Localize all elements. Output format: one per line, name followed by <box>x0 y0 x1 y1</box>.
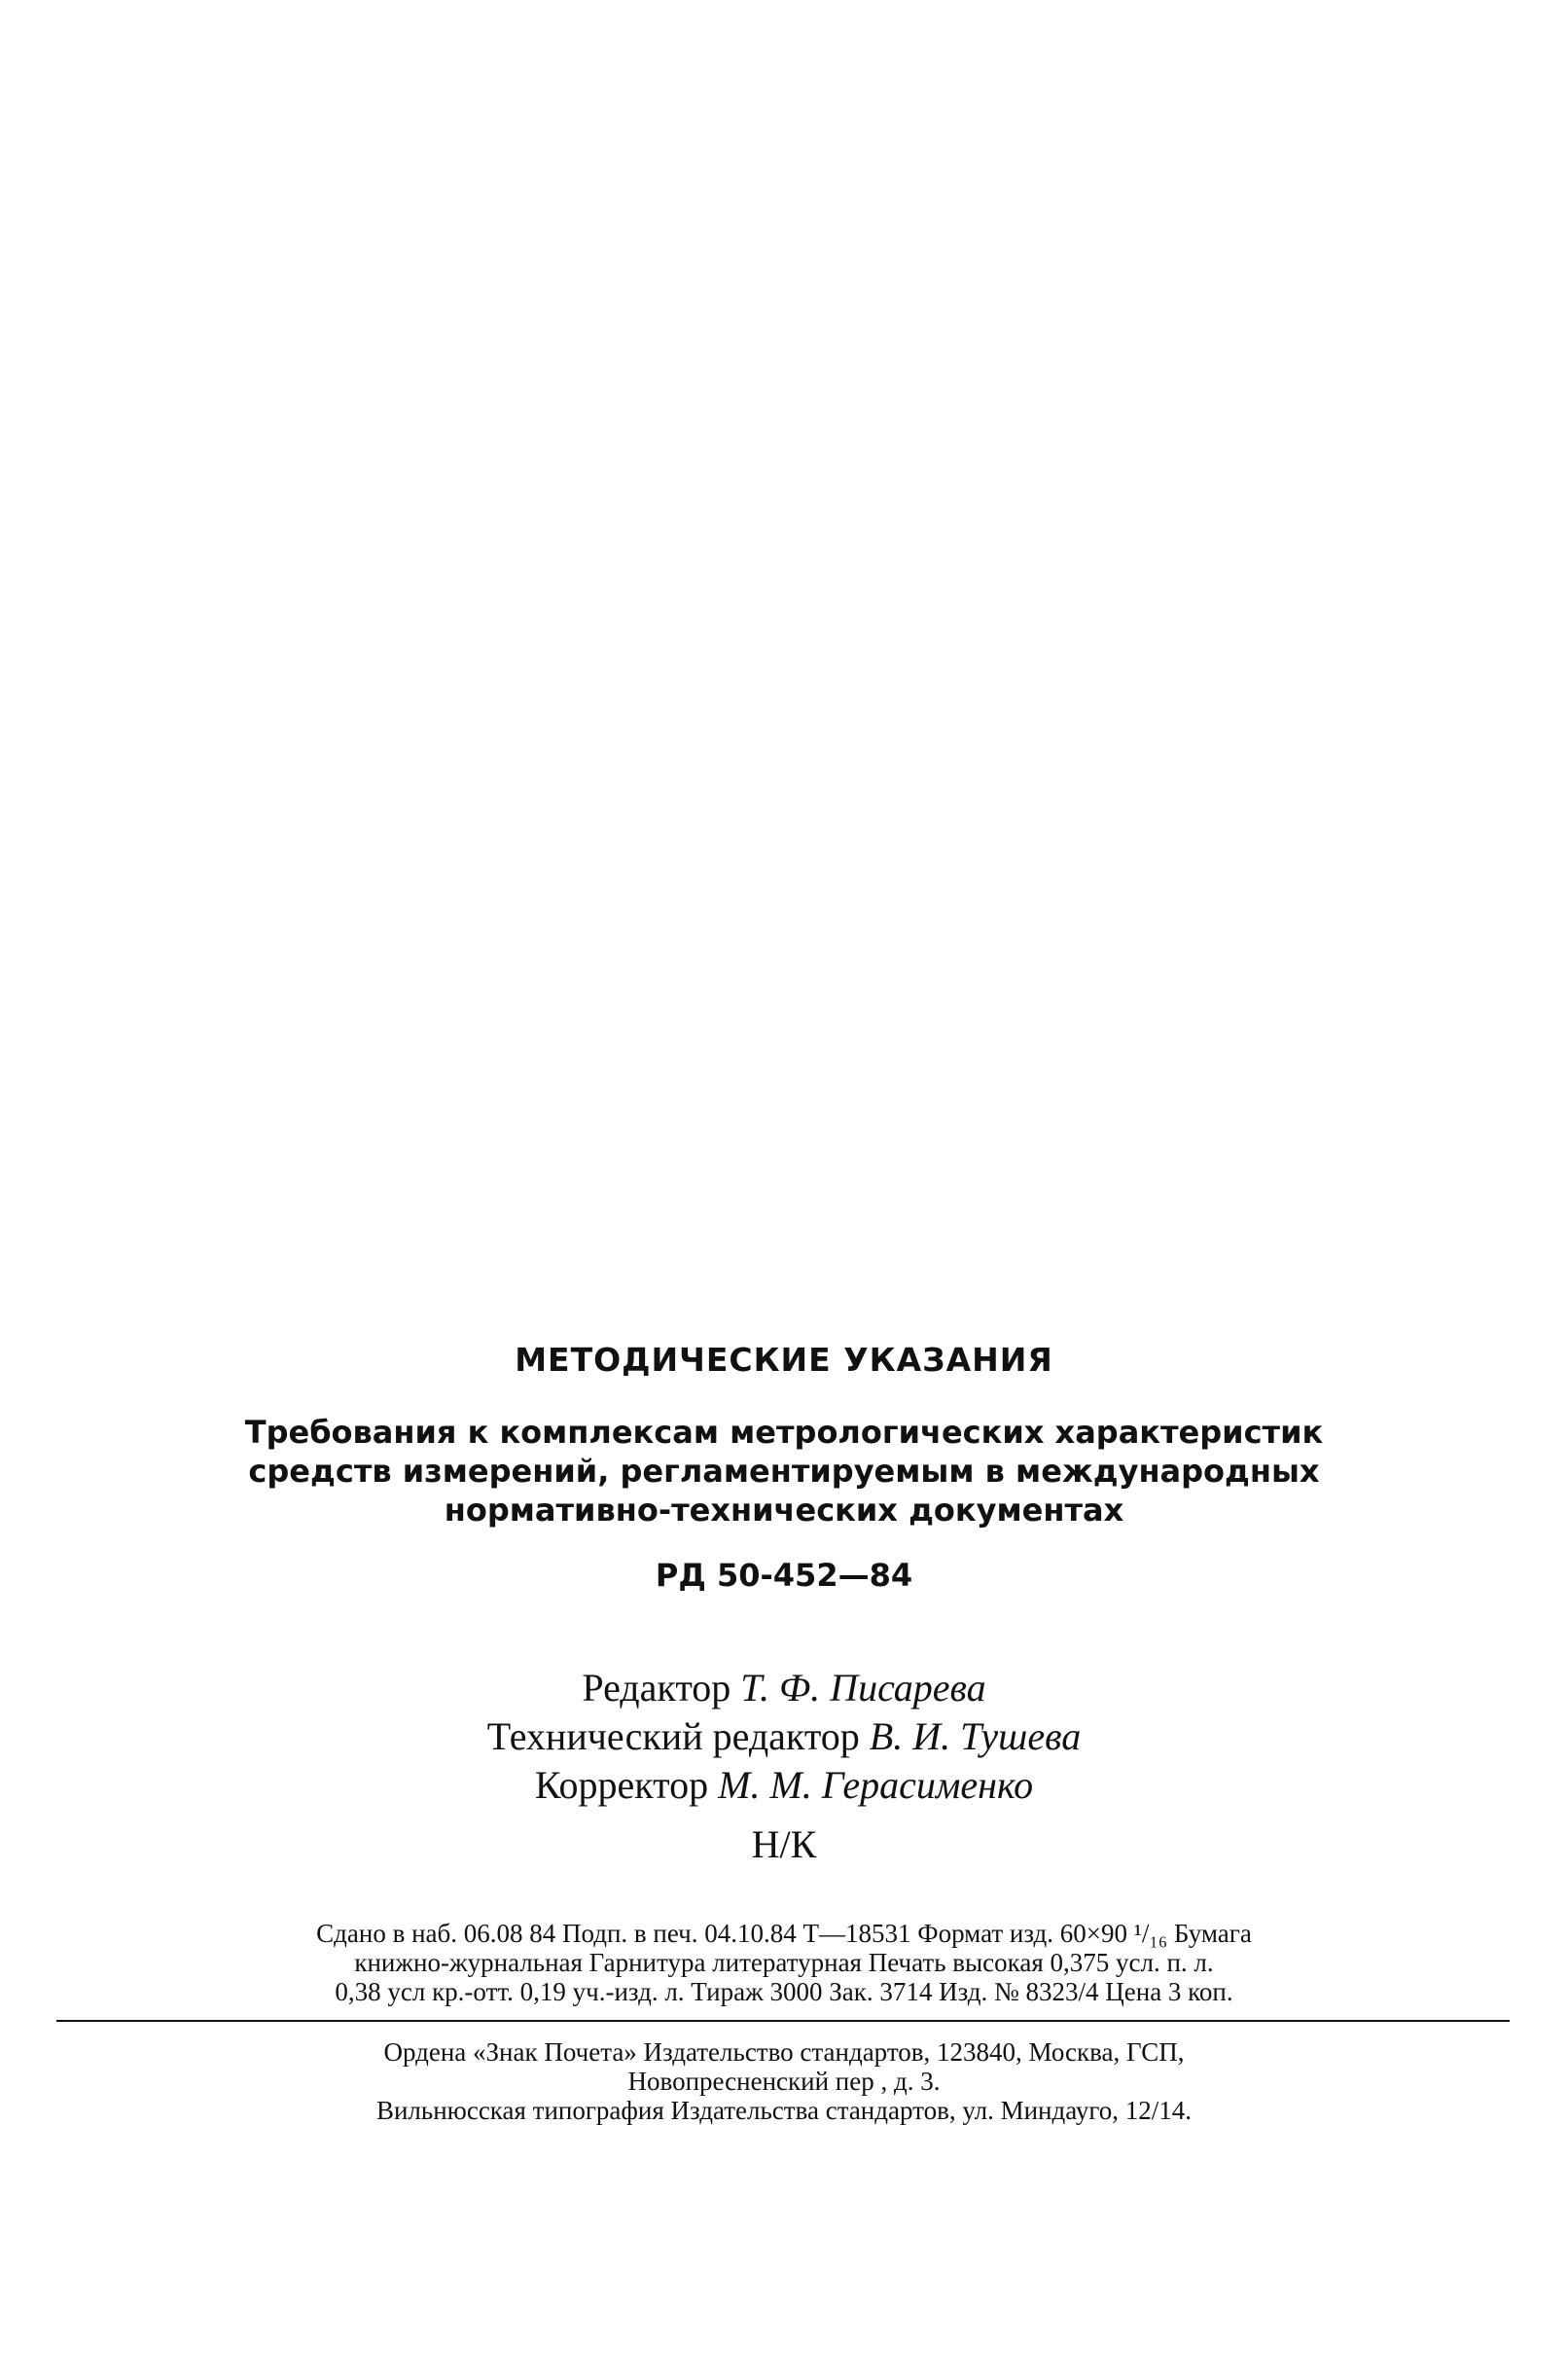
title-line: нормативно-технических документах <box>444 1492 1124 1529</box>
credit-role: Корректор <box>534 1763 709 1807</box>
publisher-line: Ордена «Знак Почета» Издательство стандартов, 123840, Москва, ГСП, <box>383 2037 1185 2067</box>
imprint-line: 0,38 усл кр.-отт. 0,19 уч.-изд. л. Тираж 3000 Зак. 3714 Изд. № 8323/4 Цена 3 коп. <box>335 1977 1233 2006</box>
credit-name: Т. Ф. Писарева <box>740 1666 986 1710</box>
imprint-line: книжно-журнальная Гарнитура литературная Печать высокая 0,375 усл. п. л. <box>354 1948 1214 1977</box>
credit-name: М. М. Герасименко <box>718 1763 1034 1807</box>
credits-block <box>0 1664 1568 1810</box>
credit-technical-editor <box>0 1712 1568 1761</box>
divider-line <box>56 2020 1510 2022</box>
title-line: Требования к комплексам метрологических характеристик <box>244 1414 1324 1451</box>
credit-editor <box>0 1664 1568 1712</box>
imprint-block <box>0 1919 1568 2006</box>
credit-role: Редактор <box>582 1666 731 1710</box>
publisher-line: Новопресненский пер , д. 3. <box>627 2067 941 2096</box>
publisher-block <box>0 2037 1568 2125</box>
nk-mark: Н/К <box>751 1822 817 1866</box>
title-line: средств измерений, регламентируемым в международных <box>248 1453 1320 1490</box>
credit-role: Технический редактор <box>486 1714 860 1758</box>
document-title <box>0 1413 1568 1530</box>
document-type-heading: МЕТОДИЧЕСКИЕ УКАЗАНИЯ <box>515 1341 1053 1379</box>
document-code: РД 50-452—84 <box>655 1557 913 1594</box>
publisher-line: Вильнюсская типография Издательства стандартов, ул. Миндауго, 12/14. <box>375 2096 1193 2125</box>
imprint-line: Сдано в наб. 06.08 84 Подп. в печ. 04.10.84 Т—18531 Формат изд. 60×90 ¹/₁₆ Бумага <box>316 1919 1252 1948</box>
credit-corrector <box>0 1761 1568 1810</box>
credit-name: В. И. Тушева <box>869 1714 1082 1758</box>
